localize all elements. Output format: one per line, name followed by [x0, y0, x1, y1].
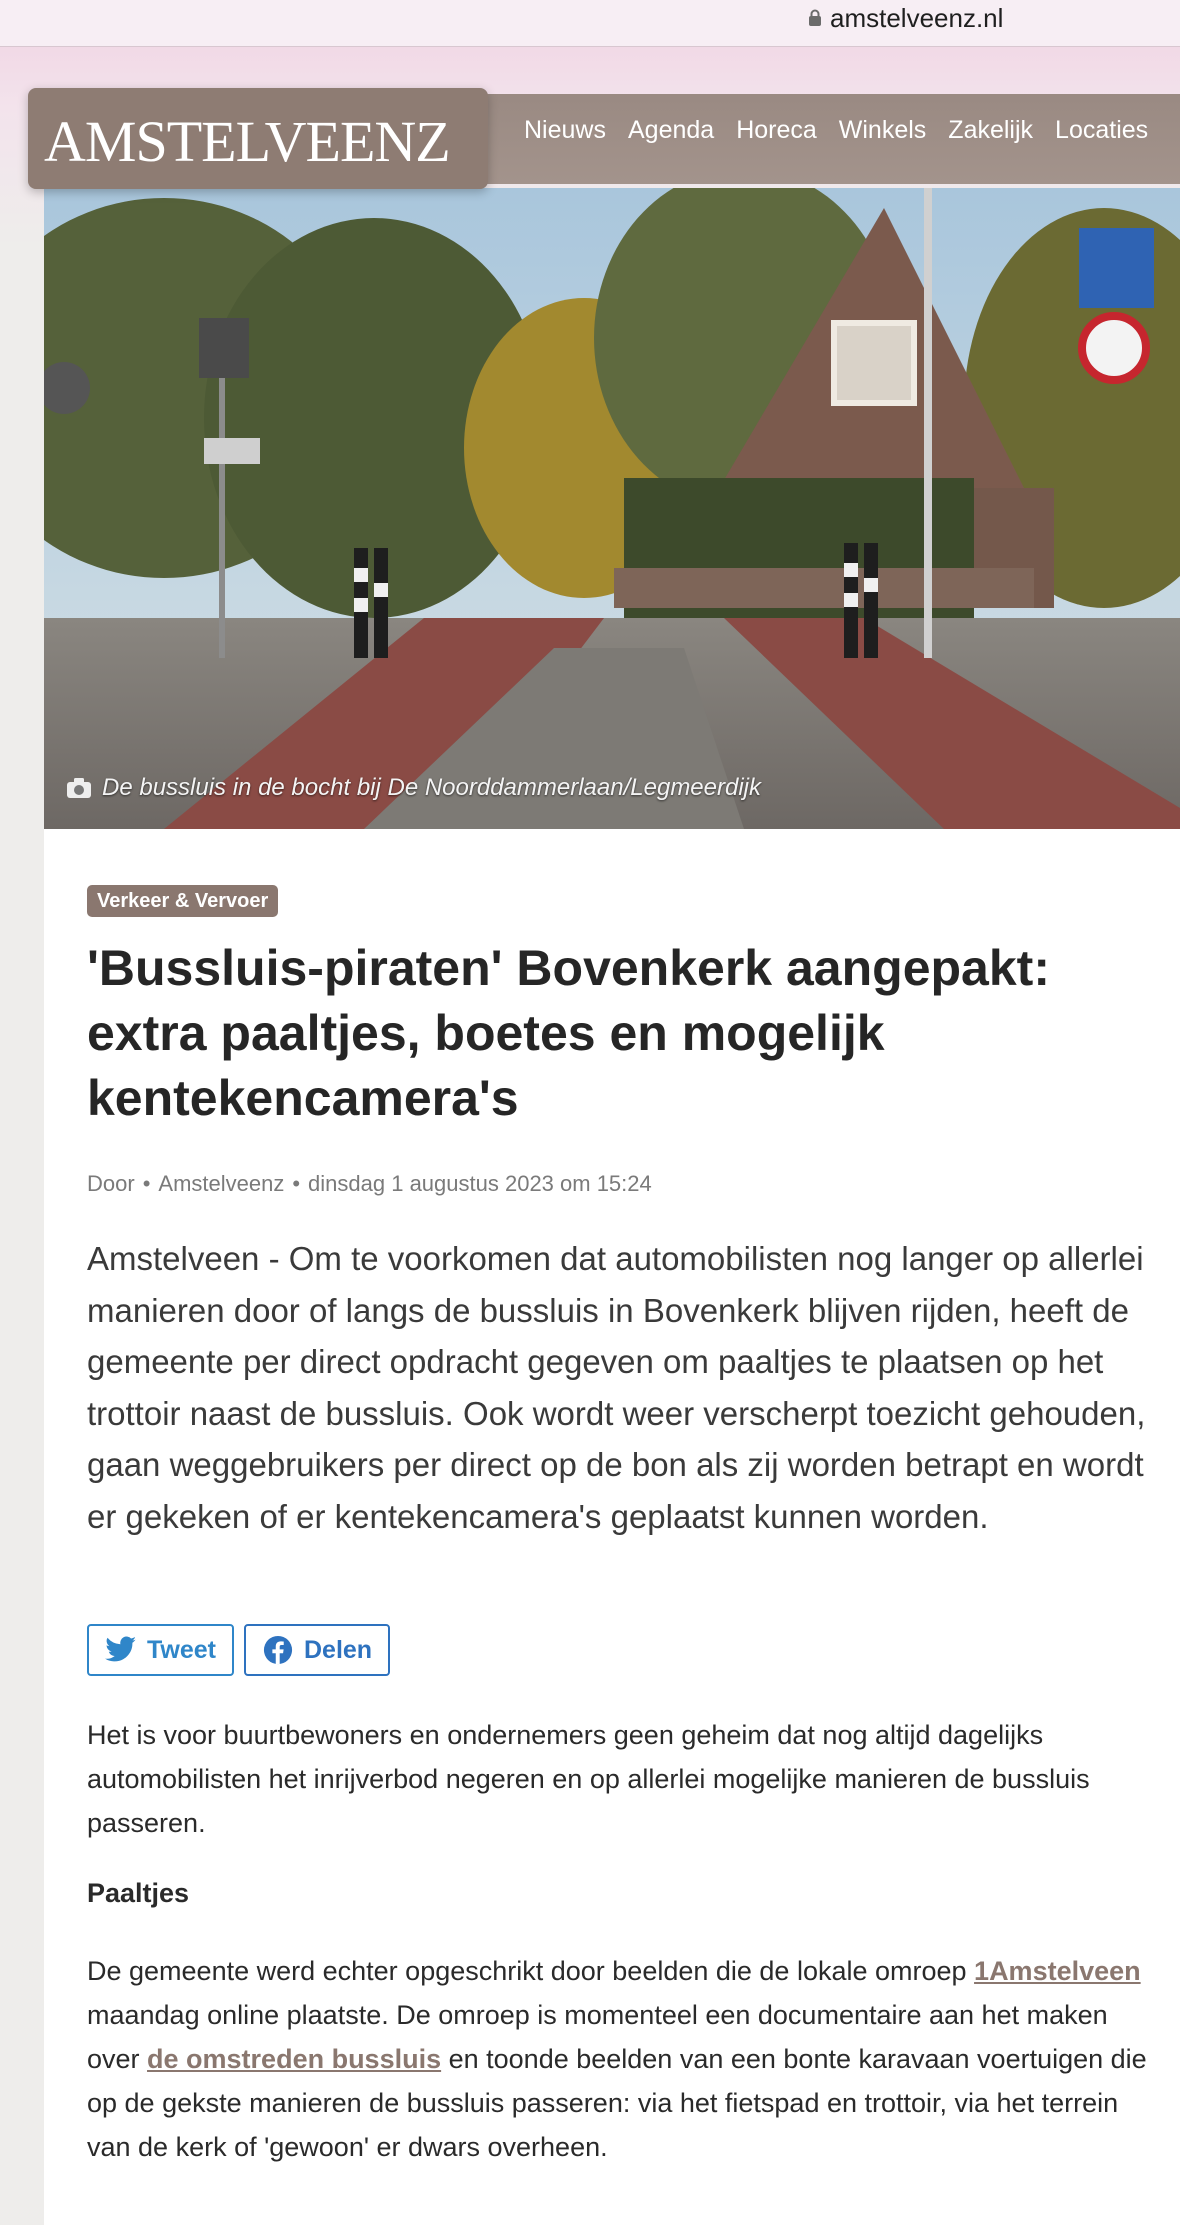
share-buttons: [87, 1624, 390, 1676]
nav-item-winkels[interactable]: Winkels: [838, 116, 927, 144]
hero-caption: [66, 770, 761, 806]
article-paragraph-1: Het is voor buurtbewoners en ondernemers geen geheim dat nog altijd dagelijks automobilisten het inrijverbod negeren en op allerlei mogelijke manieren de bussluis passeren.: [87, 1720, 1090, 1838]
camera-icon: [66, 777, 92, 799]
article-meta: [87, 1171, 652, 1197]
paragraph-text: maandag online plaatste. De omroep is momenteel een documentaire aan het maken over: [87, 2000, 1108, 2074]
nav-item-locaties[interactable]: Locaties: [1055, 116, 1149, 144]
link-1amstelveen[interactable]: 1Amstelveen: [974, 1956, 1141, 1986]
nav-list: [524, 116, 1148, 145]
tweet-label: Tweet: [147, 1635, 216, 1664]
facebook-share-button[interactable]: [244, 1624, 390, 1676]
browser-url-bar[interactable]: [0, 0, 1180, 47]
meta-date: dinsdag 1 augustus 2023 om 15:24: [308, 1171, 652, 1196]
nav-item-nieuws[interactable]: Nieuws: [524, 116, 606, 144]
article-lead: Amstelveen - Om te voorkomen dat automobilisten nog langer op allerlei manieren door of langs de bussluis in Bovenkerk blijven rijden, heeft de gemeente per direct opdracht gegeven om paaltjes te plaatsen op het trottoir naast de bussluis. Ook wordt weer verscherpt toezicht gehouden, gaan weggebruikers per direct op de bon als zij worden betrapt en wordt er gekeken of er kentekencamera's geplaatst kunnen worden.: [87, 1240, 1146, 1535]
caption-text: De bussluis in de bocht bij De Noorddammerlaan/Legmeerdijk: [102, 774, 762, 801]
nav-item-agenda[interactable]: Agenda: [627, 116, 715, 144]
link-omstreden-bussluis[interactable]: de omstreden bussluis: [147, 2044, 442, 2074]
nav-item-zakelijk[interactable]: Zakelijk: [948, 116, 1034, 144]
site-logo[interactable]: AMSTELVEENZ: [44, 109, 450, 174]
category-badge[interactable]: Verkeer & Vervoer: [87, 885, 278, 917]
meta-separator: •: [292, 1171, 301, 1196]
meta-author: Amstelveenz: [158, 1171, 285, 1196]
share-label: Delen: [304, 1635, 373, 1664]
meta-by: Door: [87, 1171, 135, 1196]
nav-item-horeca[interactable]: Horeca: [736, 116, 817, 144]
paragraph-text: De gemeente werd echter opgeschrikt door beelden die de lokale omroep: [87, 1956, 975, 1986]
meta-separator: •: [142, 1171, 151, 1196]
tweet-button[interactable]: [87, 1624, 234, 1676]
hero-image: [44, 188, 1180, 829]
paragraph-text: en toonde beelden van een bonte karavaan voertuigen die op de gekste manieren de bussluis passeren: via het fietspad en trottoir, via het terrein van de kerk of 'gewoon' er dwars overheen.: [87, 2044, 1147, 2162]
address-field[interactable]: [808, 4, 1003, 32]
twitter-icon: [105, 1635, 137, 1665]
article-paragraph-2: [87, 1949, 1157, 2169]
article-subheading: Paaltjes: [87, 1878, 190, 1908]
facebook-icon: [262, 1635, 294, 1665]
url-text: amstelveenz.nl: [830, 2, 1004, 33]
lock-icon: [808, 9, 822, 27]
article-title: 'Bussluis-piraten' Bovenkerk aangepakt: extra paaltjes, boetes en mogelijk kentekencamera's: [87, 940, 1050, 1126]
